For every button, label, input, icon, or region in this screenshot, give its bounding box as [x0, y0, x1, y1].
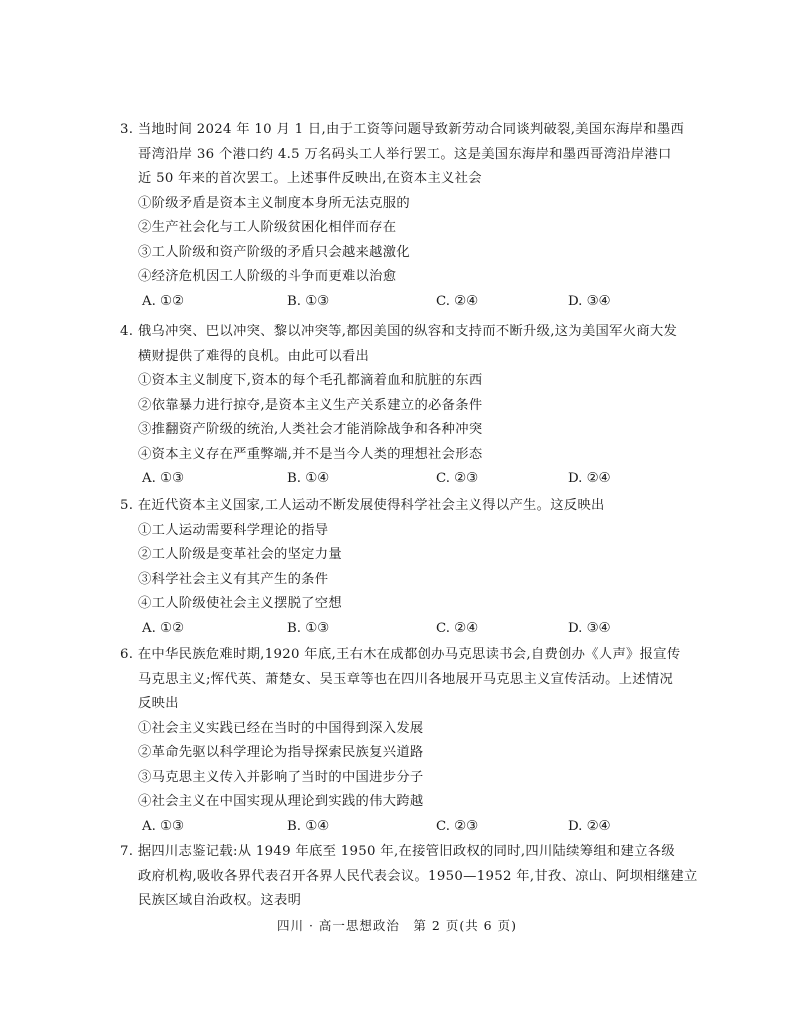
statement-item: ④经济危机因工人阶级的斗争而更难以治愈 — [138, 269, 397, 284]
question-stem-line: 横财提供了难得的良机。由此可以看出 — [138, 348, 370, 364]
question-stem-line: 6. 在中华民族危难时期,1920 年底,王右木在成都创办马克思读书会,自费创办《人声》报宣传 — [120, 647, 681, 662]
statement-item: ④资本主义存在严重弊端,并不是当今人类的理想社会形态 — [138, 446, 483, 462]
question-stem-line: 4. 俄乌冲突、巴以冲突、黎以冲突等,都因美国的纵容和支持而不断升级,这为美国军火商大发 — [120, 324, 678, 339]
statement-item: ③马克思主义传入并影响了当时的中国进步分子 — [138, 769, 424, 785]
question-6 — [120, 643, 680, 839]
option-d: D. ③④ — [568, 293, 611, 309]
question-stem-line: 马克思主义;恽代英、萧楚女、吴玉章等也在四川各地展开马克思主义宣传活动。上述情况 — [138, 671, 674, 687]
option-a: A. ①② — [142, 293, 184, 309]
statement-item: ④社会主义在中国实现从理论到实践的伟大跨越 — [138, 794, 424, 809]
question-5 — [120, 494, 680, 641]
statement-item: ①阶级矛盾是资本主义制度本身所无法克服的 — [138, 195, 410, 211]
question-3 — [120, 118, 685, 314]
option-a: A. ①③ — [142, 818, 184, 834]
option-d: D. ③④ — [568, 620, 611, 636]
option-b: B. ①④ — [287, 471, 330, 486]
question-stem-line: 民族区域自治政权。这表明 — [138, 893, 302, 908]
option-c: C. ②④ — [436, 293, 478, 309]
option-d: D. ②④ — [568, 471, 611, 486]
question-stem-line: 近 50 年来的首次罢工。上述事件反映出,在资本主义社会 — [138, 171, 482, 186]
option-c: C. ②③ — [436, 471, 478, 486]
question-4 — [120, 320, 680, 492]
question-stem-line: 反映出 — [138, 696, 179, 711]
statement-item: ①工人运动需要科学理论的指导 — [138, 522, 329, 538]
statement-item: ①社会主义实践已经在当时的中国得到深入发展 — [138, 720, 424, 736]
statement-item: ②生产社会化与工人阶级贫困化相伴而存在 — [138, 220, 397, 235]
question-stem-line: 政府机构,吸收各界代表召开各界人民代表会议。1950—1952 年,甘孜、凉山、阿坝相继建立 — [138, 868, 698, 884]
question-7 — [120, 840, 698, 914]
statement-item: ②依靠暴力进行掠夺,是资本主义生产关系建立的必备条件 — [138, 397, 483, 413]
answer-options — [120, 815, 680, 840]
statement-item: ③推翻资产阶级的统治,人类社会才能消除战争和各种冲突 — [138, 422, 483, 437]
statement-item: ②革命先驱以科学理论为指导探索民族复兴道路 — [138, 745, 424, 760]
question-stem-line: 5. 在近代资本主义国家,工人运动不断发展使得科学社会主义得以产生。这反映出 — [120, 498, 605, 513]
statement-item: ②工人阶级是变革社会的坚定力量 — [138, 547, 342, 562]
question-stem-line: 哥湾沿岸 36 个港口约 4.5 万名码头工人举行罢工。这是美国东海岸和墨西哥湾沿岸港口 — [138, 146, 672, 162]
statement-item: ③工人阶级和资产阶级的矛盾只会越来越激化 — [138, 244, 410, 260]
page-footer: 四川 · 高一思想政治 第 2 页(共 6 页) — [277, 918, 517, 933]
question-stem-line: 3. 当地时间 2024 年 10 月 1 日,由于工资等问题导致新劳动合同谈判破裂,美国东海岸和墨西 — [120, 122, 685, 137]
option-b: B. ①③ — [287, 620, 330, 636]
option-a: A. ①③ — [142, 471, 184, 486]
option-c: C. ②③ — [436, 818, 478, 834]
option-b: B. ①③ — [287, 293, 330, 309]
answer-options — [120, 617, 680, 642]
question-stem-line: 7. 据四川志鉴记载:从 1949 年底至 1950 年,在接管旧政权的同时,四川陆续筹组和建立各级 — [120, 844, 675, 859]
statement-item: ③科学社会主义有其产生的条件 — [138, 571, 329, 587]
option-a: A. ①② — [142, 620, 184, 636]
answer-options — [120, 467, 680, 492]
option-d: D. ②④ — [568, 818, 611, 834]
answer-options — [120, 290, 680, 315]
statement-item: ①资本主义制度下,资本的每个毛孔都滴着血和肮脏的东西 — [138, 373, 483, 388]
option-b: B. ①④ — [287, 818, 330, 834]
statement-item: ④工人阶级使社会主义摆脱了空想 — [138, 596, 342, 611]
option-c: C. ②④ — [436, 620, 478, 636]
